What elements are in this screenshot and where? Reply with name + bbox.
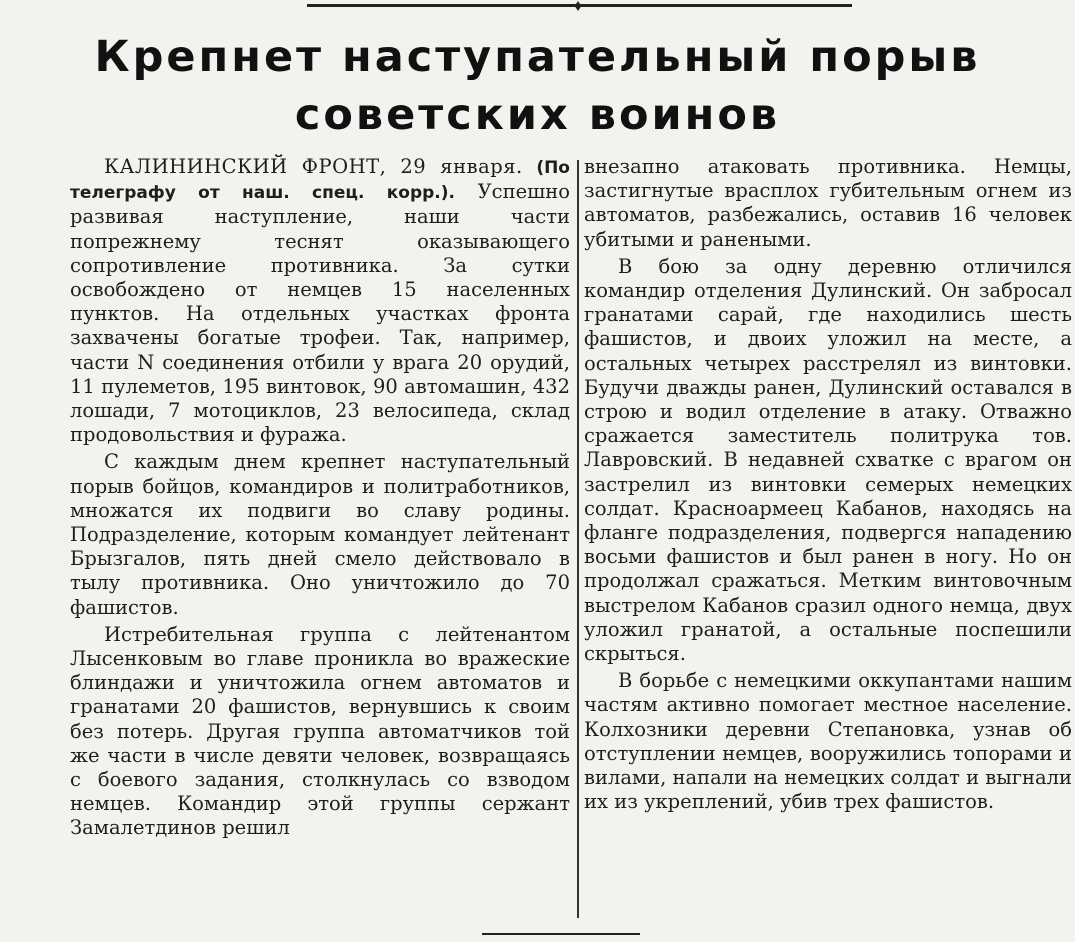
paragraph: В борьбе с немецкими оккупантами нашим частям активно помогает местное население. Колхозники деревни Степановка, узнав об отступлении немцев, вооружились топорами и вилами, напали на немецких солдат и выгнали их из укреплений, убив трех фашистов. bbox=[584, 669, 1072, 814]
correspondent-credit: (По телеграфу от наш. спец. корр.). bbox=[70, 158, 570, 204]
left-column bbox=[70, 155, 570, 841]
paragraph: В бою за одну деревню отличился командир отделения Дулинский. Он забросал гранатами сарай, где находились шесть фашистов, и двоих уложил на месте, а остальных четырех расстрелял из винтовки. Будучи дважды ранен, Дулинский оставался в строю и водил отделение в атаку. Отважно сражается заместитель политрука тов. Лавровский. В недавней схватке с врагом он застрелил из винтовки семерых немецких солдат. Красноармеец Кабанов, находясь на фланге подразделения, подвергся нападению восьми фашистов и был ранен в ногу. Но он продолжал сражаться. Метким винтовочным выстрелом Кабанов сразил одного немца, двух уложил гранатой, а остальные поспешили скрыться. bbox=[584, 254, 1072, 666]
headline-line-2: советских воинов bbox=[294, 90, 781, 140]
headline-line-1: Крепнет наступательный порыв bbox=[94, 32, 981, 82]
paragraph bbox=[70, 155, 570, 447]
dateline: КАЛИНИНСКИЙ ФРОНТ, 29 января. bbox=[104, 155, 523, 178]
paragraph: Истребительная группа с лейтенантом Лысенковым во главе проникла во вражеские блиндажи и уничтожила огнем автоматов и гранатами 20 фашистов, вернувшись к своим без потерь. Другая группа автоматчиков той же части в числе девяти человек, возвращаясь с боевого задания, столкнулась со взводом немцев. Командир этой группы сержант Замалетдинов решил bbox=[70, 622, 570, 840]
headline bbox=[0, 28, 1075, 144]
column-divider bbox=[577, 160, 579, 918]
paragraph: С каждым днем крепнет наступательный порыв бойцов, командиров и политработников, множатся их подвиги во славу родины. Подразделение, которым командует лейтенант Брызгалов, пять дней смело действовало в тылу противника. Оно уничтожило до 70 фашистов. bbox=[70, 450, 570, 619]
bottom-rule bbox=[482, 933, 640, 935]
paragraph-text: Успешно развивая наступление, наши части попрежнему теснят оказывающего сопротивление противника. За сутки освобождено от немцев 15 населенных пунктов. На отдельных участках фронта захвачены богатые трофеи. Так, например, части N соединения отбили у врага 20 орудий, 11 пулеметов, 195 винтовок, 90 автомашин, 432 лошади, 7 мотоциклов, 23 велосипеда, склад продовольствия и фуража. bbox=[70, 180, 570, 447]
right-column bbox=[584, 155, 1072, 814]
paragraph: внезапно атаковать противника. Немцы, застигнутые врасплох губительным огнем из автоматов, разбежались, оставив 16 человек убитыми и ранеными. bbox=[584, 155, 1072, 251]
ornament-icon bbox=[566, 0, 590, 12]
